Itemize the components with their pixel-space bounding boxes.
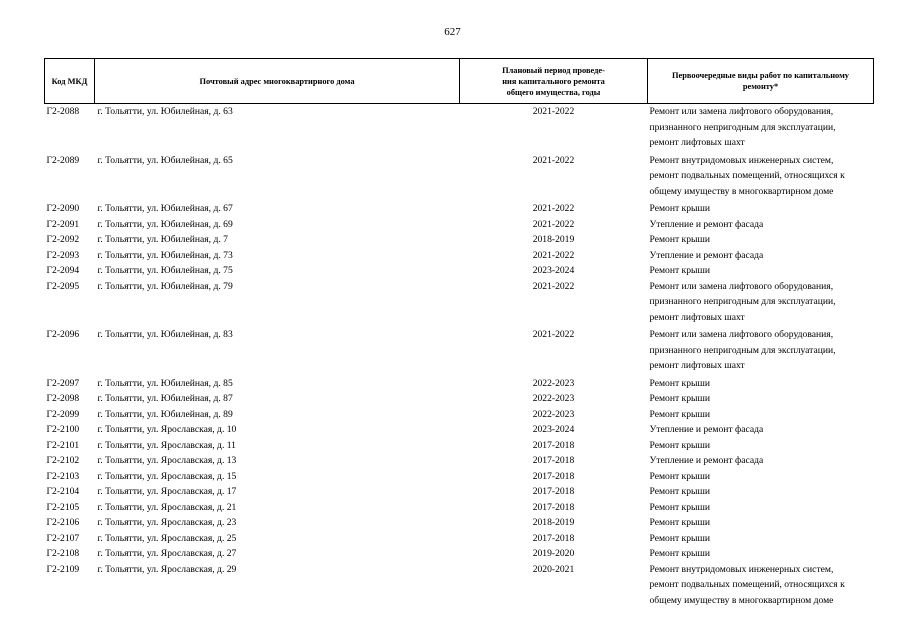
repair-works (648, 469, 874, 485)
header-period-line: общего имущества, годы (506, 87, 601, 97)
repair-period: 2017-2018 (532, 455, 575, 466)
repair-work-line: Ремонт крыши (649, 439, 710, 451)
building-code: Г2-2109 (46, 563, 80, 575)
table-row (45, 500, 874, 516)
building-address: г. Тольятти, ул. Ярославская, д. 13 (97, 455, 237, 466)
repair-period: 2021-2022 (532, 329, 575, 340)
building-code: Г2-2090 (46, 203, 80, 214)
table-row (45, 104, 874, 153)
repair-work-line: Ремонт крыши (649, 486, 710, 497)
repair-work-line: Ремонт крыши (649, 548, 710, 559)
repair-period: 2021-2022 (532, 106, 575, 117)
building-address: г. Тольятти, ул. Ярославская, д. 15 (97, 470, 237, 482)
table-row (45, 453, 874, 469)
building-code: Г2-2100 (46, 424, 80, 435)
repair-work-line: Ремонт крыши (649, 377, 710, 389)
header-address: Почтовый адрес многоквартирного дома (95, 59, 460, 104)
table-row (45, 546, 874, 562)
repair-work-line: Ремонт внутридомовых инженерных систем, (649, 563, 834, 575)
table-header-row (45, 59, 874, 104)
repair-period: 2022-2023 (532, 393, 575, 404)
repair-works (648, 422, 874, 438)
repair-work-line: признанного непригодным для эксплуатации, (649, 296, 836, 307)
building-code: Г2-2099 (46, 408, 80, 420)
building-code: Г2-2091 (46, 218, 80, 230)
repair-works (648, 407, 874, 423)
building-address: г. Тольятти, ул. Юбилейная, д. 85 (97, 377, 233, 389)
repair-work-line: признанного непригодным для эксплуатации, (649, 121, 836, 133)
repair-work-line: Утепление и ремонт фасада (649, 249, 764, 261)
repair-period: 2021-2022 (532, 154, 575, 166)
repair-works (648, 391, 874, 407)
building-code: Г2-2105 (46, 501, 80, 513)
repair-works (648, 201, 874, 217)
repair-period: 2022-2023 (532, 408, 575, 420)
building-address: г. Тольятти, ул. Ярославская, д. 10 (97, 424, 237, 435)
table-row (45, 515, 874, 531)
repair-work-line: ремонт лифтовых шахт (649, 311, 745, 323)
repair-works (648, 500, 874, 516)
table-row (45, 438, 874, 454)
building-address: г. Тольятти, ул. Юбилейная, д. 69 (97, 218, 233, 230)
building-code: Г2-2098 (46, 393, 80, 404)
table-row (45, 327, 874, 376)
repair-work-line: Ремонт или замена лифтового оборудования, (649, 329, 834, 340)
repair-work-line: Ремонт крыши (649, 532, 710, 544)
table-row (45, 562, 874, 611)
repair-period: 2017-2018 (532, 470, 575, 482)
building-code: Г2-2093 (46, 249, 80, 261)
repair-works (648, 263, 874, 279)
building-code: Г2-2089 (46, 154, 80, 166)
table-row (45, 263, 874, 279)
repair-work-line: Ремонт крыши (649, 408, 710, 420)
header-period-line: Плановый период проведе- (502, 65, 605, 75)
repair-work-line: признанного непригодным для эксплуатации, (649, 344, 836, 356)
repair-period: 2022-2023 (532, 377, 575, 389)
building-address: г. Тольятти, ул. Юбилейная, д. 75 (97, 265, 233, 276)
header-period (460, 59, 648, 104)
building-address: г. Тольятти, ул. Юбилейная, д. 79 (97, 280, 233, 292)
table-row (45, 153, 874, 202)
repair-schedule-table (44, 58, 874, 610)
table-row (45, 469, 874, 485)
repair-period: 2017-2018 (532, 501, 575, 513)
repair-works (648, 327, 874, 376)
repair-work-line: Ремонт крыши (649, 234, 710, 245)
repair-period: 2021-2022 (532, 218, 575, 230)
repair-work-line: общему имуществу в многоквартирном доме (649, 594, 834, 606)
building-code: Г2-2107 (46, 532, 80, 544)
building-address: г. Тольятти, ул. Ярославская, д. 11 (97, 439, 236, 451)
building-code: Г2-2095 (46, 280, 80, 292)
repair-works (648, 279, 874, 328)
repair-period: 2017-2018 (532, 486, 575, 497)
repair-period: 2021-2022 (532, 203, 575, 214)
repair-works (648, 453, 874, 469)
building-code: Г2-2088 (46, 106, 80, 117)
building-address: г. Тольятти, ул. Юбилейная, д. 67 (97, 203, 233, 214)
header-period-line: ния капитального ремонта (502, 76, 605, 86)
table-row (45, 422, 874, 438)
repair-works (648, 217, 874, 233)
building-code: Г2-2094 (46, 265, 80, 276)
building-code: Г2-2092 (46, 234, 80, 245)
repair-works (648, 232, 874, 248)
repair-work-line: Утепление и ремонт фасада (649, 218, 764, 230)
building-code: Г2-2101 (46, 439, 80, 451)
table-body (45, 104, 874, 611)
building-address: г. Тольятти, ул. Юбилейная, д. 89 (97, 408, 233, 420)
repair-work-line: Ремонт или замена лифтового оборудования, (649, 280, 834, 292)
page-number: 627 (444, 26, 461, 38)
table-row (45, 279, 874, 328)
repair-work-line: Ремонт или замена лифтового оборудования, (649, 106, 834, 117)
table-row (45, 484, 874, 500)
building-address: г. Тольятти, ул. Ярославская, д. 27 (97, 548, 237, 559)
repair-works (648, 484, 874, 500)
building-address: г. Тольятти, ул. Ярославская, д. 25 (97, 532, 237, 544)
header-works-line: Первоочередные виды работ по капитальному (672, 71, 849, 80)
building-code: Г2-2108 (46, 548, 80, 559)
table-row (45, 248, 874, 264)
building-address: г. Тольятти, ул. Юбилейная, д. 73 (97, 249, 233, 261)
repair-period: 2021-2022 (532, 249, 575, 261)
header-code: Код МКД (45, 59, 95, 104)
table-row (45, 391, 874, 407)
building-address: г. Тольятти, ул. Ярославская, д. 17 (97, 486, 237, 497)
table-row (45, 531, 874, 547)
repair-period: 2021-2022 (532, 280, 575, 292)
repair-work-line: ремонт подвальных помещений, относящихся к (649, 579, 845, 590)
repair-period: 2017-2018 (532, 532, 575, 544)
repair-work-line: Утепление и ремонт фасада (649, 424, 764, 435)
repair-work-line: Ремонт внутридомовых инженерных систем, (649, 154, 834, 166)
repair-period: 2023-2024 (532, 424, 575, 435)
building-address: г. Тольятти, ул. Юбилейная, д. 63 (97, 106, 233, 117)
repair-work-line: Ремонт крыши (649, 393, 710, 404)
repair-works (648, 531, 874, 547)
repair-work-line: Ремонт крыши (649, 265, 710, 276)
header-works-line: ремонту* (742, 82, 779, 91)
repair-works (648, 376, 874, 392)
building-address: г. Тольятти, ул. Юбилейная, д. 7 (97, 234, 228, 245)
repair-works (648, 515, 874, 531)
building-code: Г2-2103 (46, 470, 80, 482)
building-address: г. Тольятти, ул. Юбилейная, д. 65 (97, 154, 233, 166)
repair-period: 2019-2020 (532, 548, 575, 559)
repair-work-line: Ремонт крыши (649, 501, 710, 513)
repair-works (648, 562, 874, 611)
repair-works (648, 546, 874, 562)
table-row (45, 232, 874, 248)
repair-work-line: ремонт лифтовых шахт (649, 360, 745, 371)
building-address: г. Тольятти, ул. Юбилейная, д. 83 (97, 329, 233, 340)
repair-period: 2023-2024 (532, 265, 575, 276)
repair-work-line: Ремонт крыши (649, 470, 710, 482)
repair-work-line: Утепление и ремонт фасада (649, 455, 764, 466)
repair-period: 2017-2018 (532, 439, 575, 451)
header-works (648, 59, 874, 104)
building-code: Г2-2102 (46, 455, 80, 466)
repair-work-line: общему имуществу в многоквартирном доме (649, 185, 834, 197)
repair-period: 2018-2019 (532, 234, 575, 245)
table-row (45, 407, 874, 423)
repair-works (648, 153, 874, 202)
building-code: Г2-2104 (46, 486, 80, 497)
table-row (45, 201, 874, 217)
building-address: г. Тольятти, ул. Ярославская, д. 23 (97, 517, 237, 528)
repair-works (648, 104, 874, 153)
building-address: г. Тольятти, ул. Ярославская, д. 29 (97, 563, 237, 575)
building-address: г. Тольятти, ул. Юбилейная, д. 87 (97, 393, 233, 404)
repair-works (648, 248, 874, 264)
repair-works (648, 438, 874, 454)
building-code: Г2-2097 (46, 377, 80, 389)
repair-work-line: Ремонт крыши (649, 203, 710, 214)
building-code: Г2-2096 (46, 329, 80, 340)
repair-period: 2018-2019 (532, 517, 575, 528)
table-row (45, 376, 874, 392)
repair-work-line: ремонт подвальных помещений, относящихся к (649, 170, 845, 181)
repair-work-line: Ремонт крыши (649, 517, 710, 528)
repair-work-line: ремонт лифтовых шахт (649, 137, 745, 148)
table-row (45, 217, 874, 233)
repair-period: 2020-2021 (532, 563, 575, 575)
building-code: Г2-2106 (46, 517, 80, 528)
building-address: г. Тольятти, ул. Ярославская, д. 21 (97, 501, 237, 513)
